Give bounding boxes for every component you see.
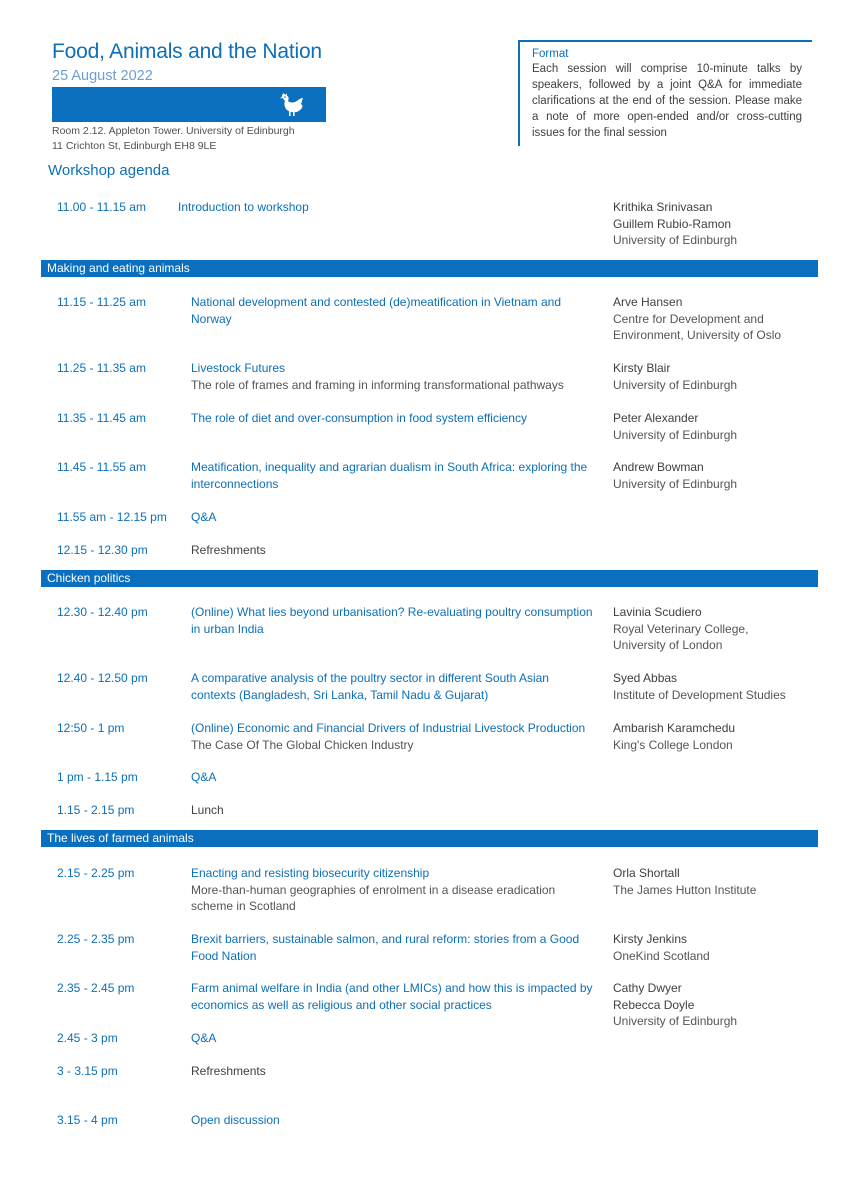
talk-title: Brexit barriers, sustainable salmon, and rural reform: stories from a Good Food Nation	[191, 932, 580, 963]
agenda-speakers	[613, 865, 813, 898]
speaker-affiliation: Centre for Development and Environment, University of Oslo	[613, 311, 782, 342]
speaker-affiliation: The James Hutton Institute	[613, 882, 757, 897]
agenda-time: 3.15 - 4 pm	[57, 1113, 118, 1127]
address-line-2: 11 Crichton St, Edinburgh EH8 9LE	[52, 139, 217, 152]
speaker-affiliation: OneKind Scotland	[613, 948, 710, 963]
agenda-time: 2.25 - 2.35 pm	[57, 932, 135, 946]
talk-title: Refreshments	[191, 543, 266, 557]
agenda-talk	[191, 459, 601, 492]
talk-subtitle: The role of frames and framing in informing transformational pathways	[191, 377, 564, 392]
agenda-time: 12:50 - 1 pm	[57, 721, 125, 735]
agenda-time: 11.55 am - 12.15 pm	[57, 510, 167, 524]
agenda-speakers	[613, 459, 813, 492]
agenda-time: 11.45 - 11.55 am	[57, 460, 146, 474]
section-header: The lives of farmed animals	[41, 830, 818, 847]
speaker-name: Arve Hansen	[613, 295, 683, 309]
speaker-name: Guillem Rubio-Ramon	[613, 216, 732, 231]
address-line-1: Room 2.12. Appleton Tower. University of Edinburgh	[52, 125, 295, 137]
speaker-name: Andrew Bowman	[613, 460, 704, 474]
agenda-time: 12.15 - 12.30 pm	[57, 543, 148, 557]
format-box	[518, 40, 812, 146]
talk-title: Introduction to workshop	[178, 200, 309, 214]
talk-title: Farm animal welfare in India (and other LMICs) and how this is impacted by economics as well as religious and other social practices	[191, 981, 593, 1012]
agenda-talk	[191, 294, 601, 327]
agenda-talk	[191, 670, 571, 703]
speaker-affiliation: Royal Veterinary College, University of London	[613, 621, 749, 652]
agenda-talk	[191, 604, 601, 637]
agenda-speakers	[613, 199, 813, 249]
page-title: Food, Animals and the Nation	[52, 40, 322, 63]
section-header: Making and eating animals	[41, 260, 818, 277]
talk-title: Refreshments	[191, 1064, 266, 1078]
header-banner	[52, 87, 326, 122]
agenda-talk	[191, 1030, 601, 1047]
talk-title: (Online) Economic and Financial Drivers of Industrial Livestock Production	[191, 721, 586, 735]
agenda-time: 12.40 - 12.50 pm	[57, 671, 148, 685]
agenda-time: 1 pm - 1.15 pm	[57, 770, 138, 784]
agenda-talk	[191, 410, 601, 427]
talk-subtitle: More-than-human geographies of enrolment in a disease eradication scheme in Scotland	[191, 882, 556, 913]
agenda-time: 11.35 - 11.45 am	[57, 411, 146, 425]
agenda-talk	[191, 542, 601, 559]
talk-title: National development and contested (de)meatification in Vietnam and Norway	[191, 295, 562, 326]
agenda-speakers	[613, 410, 813, 443]
venue-address	[52, 124, 295, 153]
agenda-time: 11.15 - 11.25 am	[57, 295, 146, 309]
agenda-talk	[191, 1063, 601, 1080]
agenda-speakers	[613, 604, 813, 654]
talk-title: A comparative analysis of the poultry sector in different South Asian contexts (Bangladesh, Sri Lanka, Tamil Nadu & Gujarat)	[191, 671, 549, 702]
agenda-time: 3 - 3.15 pm	[57, 1064, 118, 1078]
speaker-name: Syed Abbas	[613, 671, 678, 685]
agenda-speakers	[613, 670, 813, 703]
agenda-speakers	[613, 720, 813, 753]
talk-title: Q&A	[191, 1031, 217, 1045]
agenda-talk	[191, 980, 606, 1013]
talk-title: Q&A	[191, 770, 217, 784]
talk-title: (Online) What lies beyond urbanisation? Re-evaluating poultry consumption in urban India	[191, 605, 593, 636]
agenda-time: 11.25 - 11.35 am	[57, 361, 146, 375]
agenda-time: 1.15 - 2.15 pm	[57, 803, 135, 817]
agenda-speakers	[613, 294, 813, 344]
agenda-talk	[191, 769, 601, 786]
speaker-affiliation: Institute of Development Studies	[613, 687, 786, 702]
speaker-name: Orla Shortall	[613, 866, 680, 880]
speaker-affiliation: University of Edinburgh	[613, 476, 738, 491]
agenda-talk	[191, 865, 581, 915]
agenda-talk	[191, 360, 601, 393]
agenda-speakers	[613, 980, 813, 1030]
talk-subtitle: The Case Of The Global Chicken Industry	[191, 737, 414, 752]
event-date: 25 August 2022	[52, 68, 153, 84]
agenda-talk	[191, 720, 601, 753]
talk-title: Open discussion	[191, 1113, 280, 1127]
agenda-talk	[191, 1112, 601, 1129]
speaker-affiliation: King's College London	[613, 737, 733, 752]
talk-title: Livestock Futures	[191, 361, 286, 375]
format-text: Each session will comprise 10-minute talks by speakers, followed by a joint Q&A for immediate clarifications at the end of the session. Please make a note of more open-ended and/or cross-cutting issues for the final session	[532, 63, 802, 139]
speaker-name: Rebecca Doyle	[613, 997, 695, 1012]
talk-title: The role of diet and over-consumption in food system efficiency	[191, 411, 527, 425]
agenda-speakers	[613, 931, 813, 964]
speaker-affiliation: University of Edinburgh	[613, 1014, 738, 1028]
speaker-name: Peter Alexander	[613, 411, 699, 425]
speaker-name: Lavinia Scudiero	[613, 605, 702, 619]
agenda-talk	[178, 199, 588, 216]
agenda-time: 2.15 - 2.25 pm	[57, 866, 135, 880]
speaker-name: Kirsty Blair	[613, 361, 671, 375]
agenda-time: 11.00 - 11.15 am	[57, 200, 146, 214]
agenda-talk	[191, 931, 601, 964]
talk-title: Q&A	[191, 510, 217, 524]
speaker-name: Cathy Dwyer	[613, 981, 682, 995]
speaker-name: Kirsty Jenkins	[613, 932, 688, 946]
talk-title: Enacting and resisting biosecurity citizenship	[191, 866, 430, 880]
agenda-talk	[191, 509, 601, 526]
agenda-title: Workshop agenda	[48, 162, 170, 179]
format-title: Format	[532, 48, 569, 60]
speaker-affiliation: University of Edinburgh	[613, 427, 738, 442]
agenda-time: 2.35 - 2.45 pm	[57, 981, 135, 995]
talk-title: Meatification, inequality and agrarian dualism in South Africa: exploring the interconnections	[191, 460, 588, 491]
chicken-icon	[276, 90, 306, 120]
agenda-talk	[191, 802, 601, 819]
speaker-affiliation: University of Edinburgh	[613, 233, 738, 247]
agenda-time: 12.30 - 12.40 pm	[57, 605, 148, 619]
section-header: Chicken politics	[41, 570, 818, 587]
speaker-name: Krithika Srinivasan	[613, 200, 713, 214]
speaker-affiliation: University of Edinburgh	[613, 377, 738, 392]
agenda-speakers	[613, 360, 813, 393]
speaker-name: Ambarish Karamchedu	[613, 721, 736, 735]
agenda-time: 2.45 - 3 pm	[57, 1031, 118, 1045]
talk-title: Lunch	[191, 803, 224, 817]
